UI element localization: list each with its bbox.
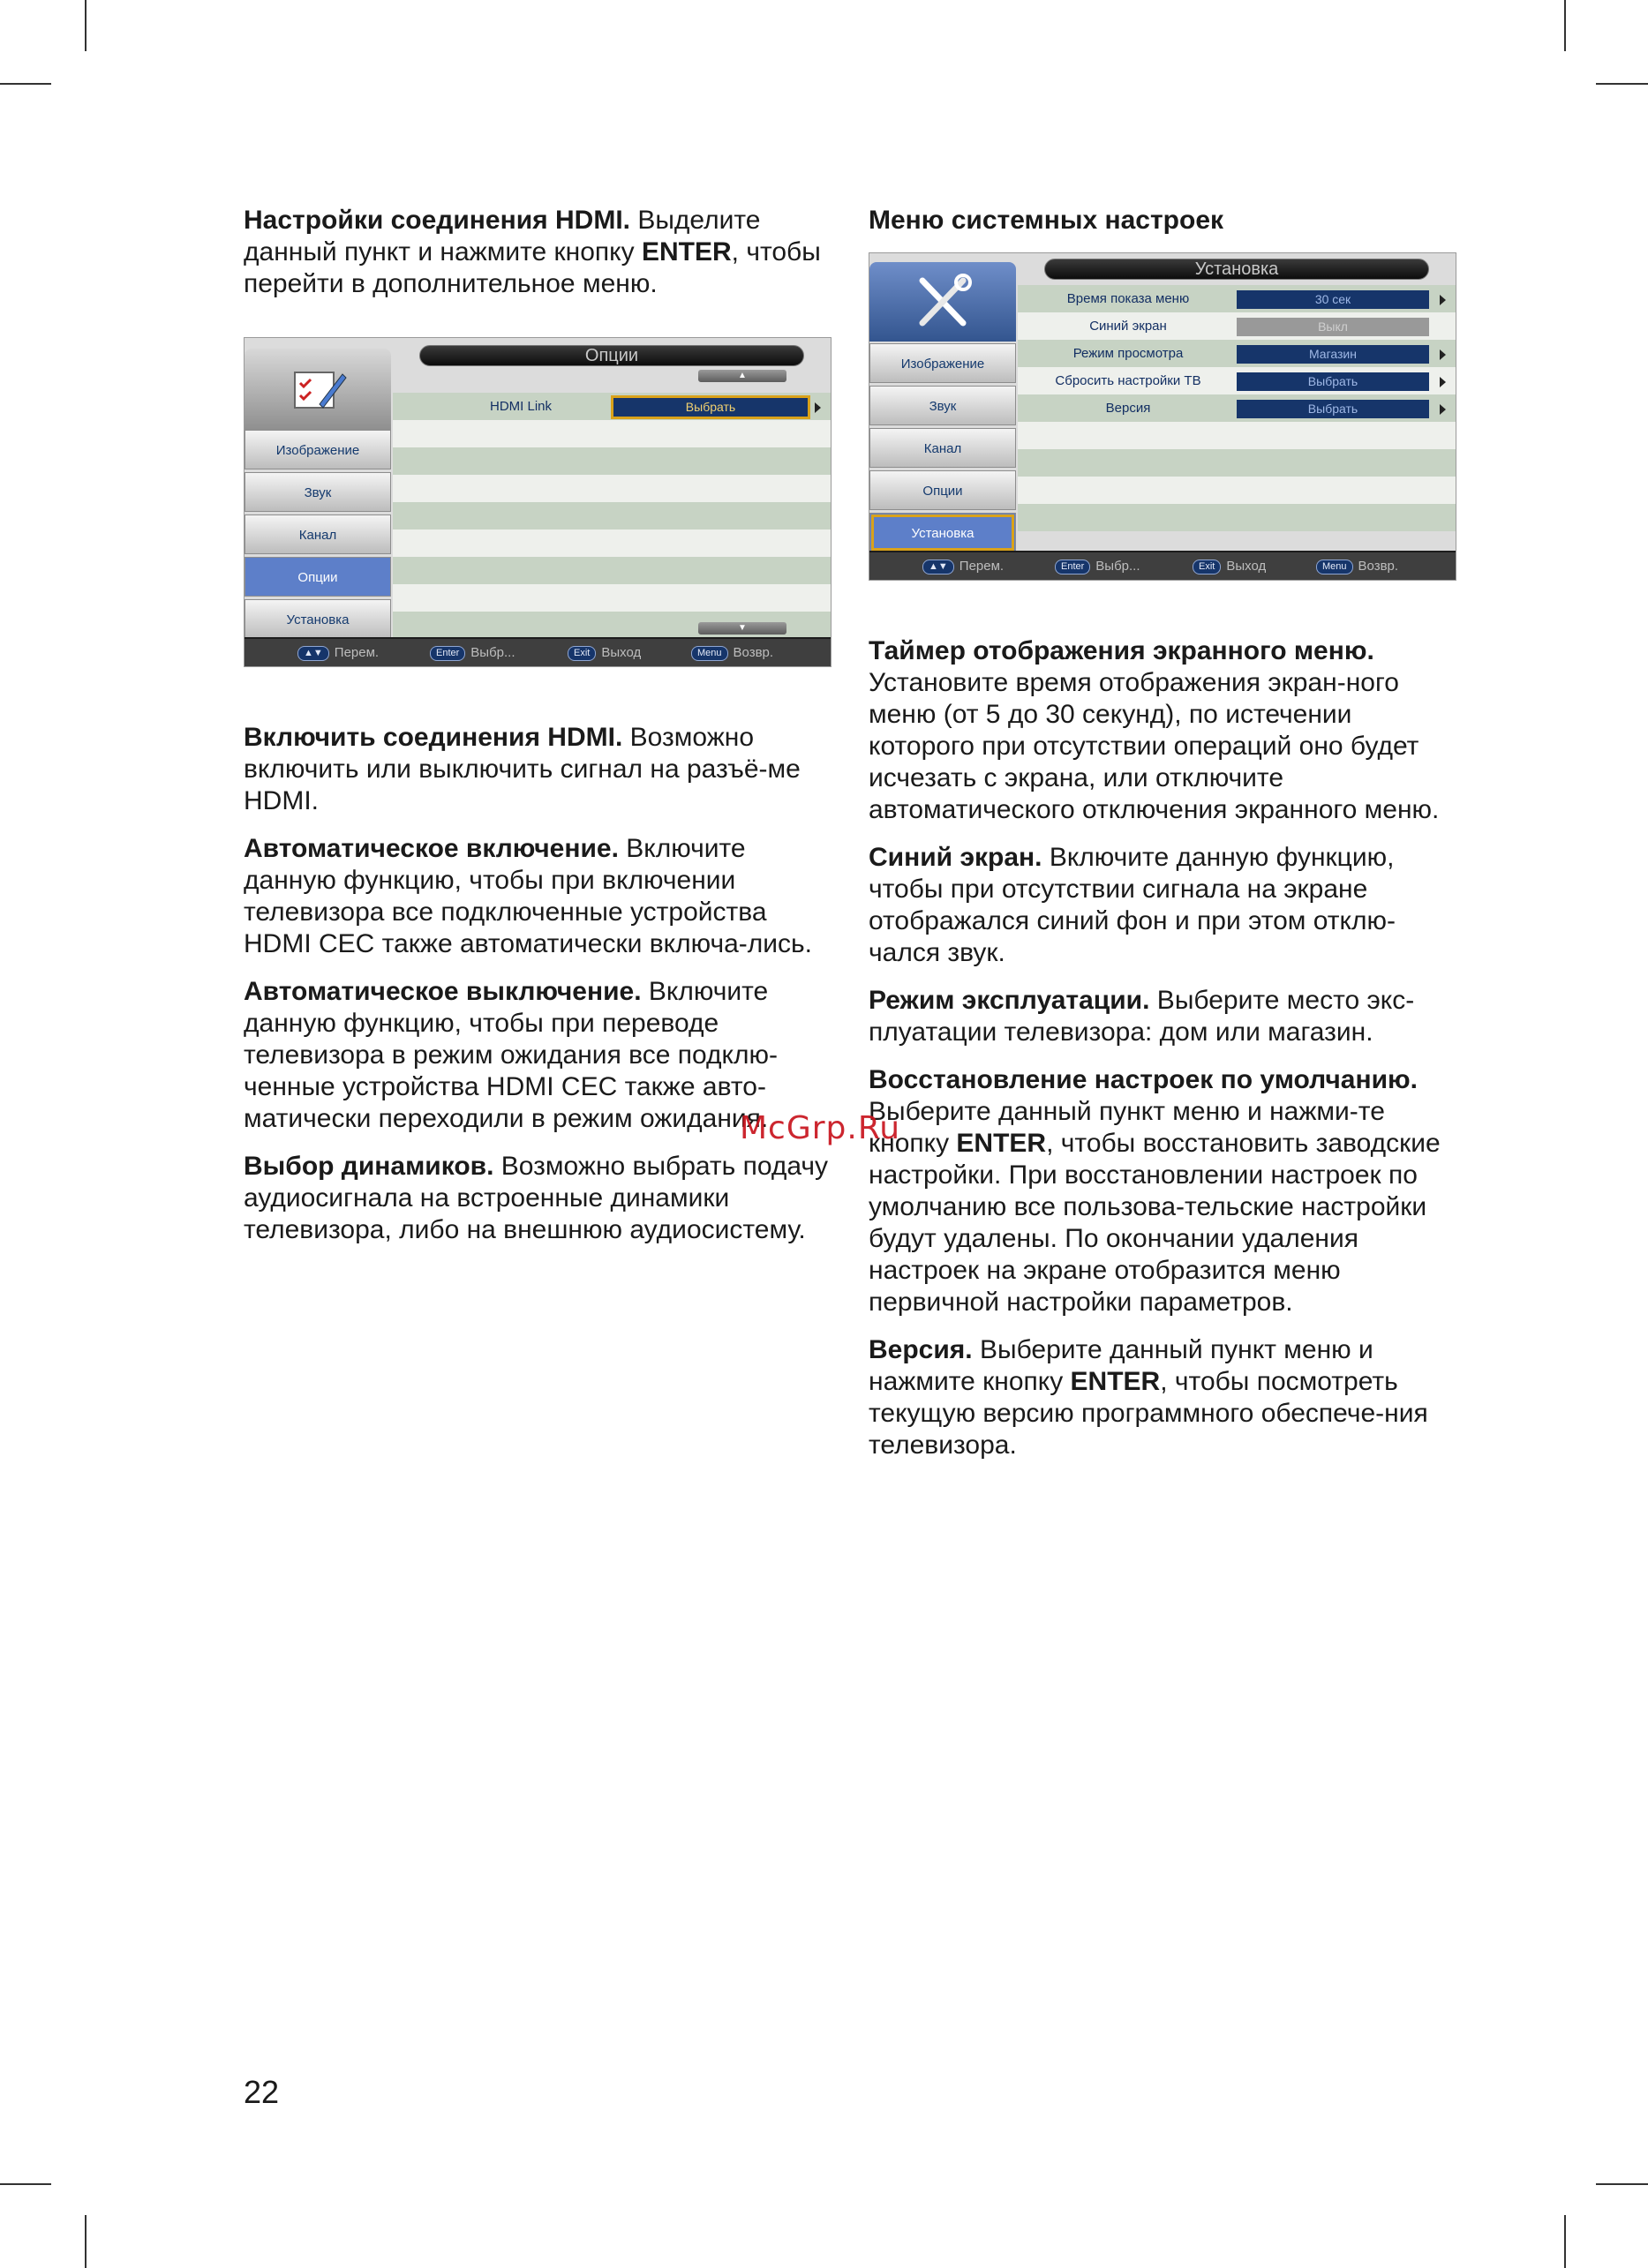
paragraph-operation-mode: Режим эксплуатации. Выберите место экс-плуатации телевизора: дом или магазин. — [869, 986, 1415, 1047]
paragraph-version: Версия. Выберите данный пункт меню и нажмите кнопку ENTER, чтобы посмотреть текущую версию программного обеспече-ния телевизора. — [869, 1335, 1428, 1460]
crop-mark — [0, 83, 51, 85]
sidebar-item-image[interactable]: Изображение — [245, 430, 391, 469]
row-value[interactable]: Выбрать — [1237, 400, 1429, 418]
row-label: Время показа меню — [1066, 291, 1190, 306]
arrow-right-icon — [1440, 377, 1446, 387]
footer-hint-back: Menu Возвр. — [691, 644, 773, 661]
paragraph-blue-screen: Синий экран. Включите данную функцию, чтобы при отсутствии сигнала на экране отображался синий фон и при этом отклю-чался звук. — [869, 843, 1396, 967]
checklist-icon — [245, 349, 391, 430]
footer-hint-move: ▲▼ Перем. — [922, 558, 1004, 575]
crop-mark — [0, 2183, 51, 2185]
sidebar-item-sound[interactable]: Звук — [869, 386, 1016, 425]
sidebar-item-options[interactable]: Опции — [869, 470, 1016, 510]
crop-mark — [1596, 2183, 1648, 2185]
osd-title: Опции — [419, 345, 804, 366]
osd-title: Установка — [1044, 259, 1429, 280]
arrow-right-icon — [815, 402, 821, 413]
watermark: McGrp.Ru — [740, 1110, 901, 1146]
footer-hint-exit: Exit Выход — [1193, 558, 1266, 575]
osd-footer — [245, 637, 831, 666]
arrow-right-icon — [1440, 295, 1446, 305]
footer-hint-back: Menu Возвр. — [1316, 558, 1398, 575]
scroll-up-button[interactable]: ▲ — [698, 370, 786, 382]
sidebar-item-image[interactable]: Изображение — [869, 343, 1016, 383]
sidebar-item-setup[interactable]: Установка — [869, 513, 1016, 552]
sidebar-item-channel[interactable]: Канал — [245, 514, 391, 554]
osd-footer — [869, 551, 1456, 580]
footer-hint-exit: Exit Выход — [568, 644, 641, 661]
row-value[interactable]: Выкл — [1237, 318, 1429, 336]
arrow-right-icon — [1440, 349, 1446, 360]
osd-sidebar — [869, 343, 1016, 555]
osd-rows — [393, 393, 831, 639]
footer-hint-select: Enter Выбр... — [430, 644, 515, 661]
left-column — [244, 205, 833, 1262]
right-column — [869, 205, 1458, 1477]
arrow-right-icon — [1440, 404, 1446, 415]
crop-mark — [85, 2215, 87, 2268]
setting-row-menu-time[interactable] — [1018, 285, 1456, 312]
paragraph-enable-hdmi: Включить соединения HDMI. Возможно включить или выключить сигнал на разъё-ме HDMI. — [244, 723, 801, 815]
paragraph-speakers: Выбор динамиков. Возможно выбрать подачу аудиосигнала на встроенные динамики телевизора, либо на внешнюю аудиосистему. — [244, 1152, 829, 1244]
setting-row-blue-screen[interactable] — [1018, 312, 1456, 340]
tools-icon — [869, 262, 1016, 342]
crop-mark — [1564, 0, 1566, 51]
footer-hint-select: Enter Выбр... — [1055, 558, 1140, 575]
row-label: HDMI Link — [489, 399, 552, 414]
setting-row-version[interactable] — [1018, 394, 1456, 422]
sidebar-item-options[interactable]: Опции — [245, 557, 391, 597]
section-heading: Меню системных настроек — [869, 206, 1224, 235]
osd-rows — [1018, 285, 1456, 531]
osd-sidebar — [245, 430, 391, 642]
crop-mark — [1564, 2215, 1566, 2268]
setting-row-view-mode[interactable] — [1018, 340, 1456, 367]
sidebar-item-sound[interactable]: Звук — [245, 472, 391, 512]
sidebar-item-channel[interactable]: Канал — [869, 428, 1016, 468]
intro-paragraph: Настройки соединения HDMI. Выделите данный пункт и нажмите кнопку ENTER, чтобы перейти в дополнительное меню. — [244, 206, 821, 298]
paragraph-factory-reset: Восстановление настроек по умолчанию. Выберите данный пункт меню и нажми-те кнопку ENTER, чтобы восстановить заводские настройки. При восстановлении настроек по умолчанию все пользова-тельские настройки будут удалены. По окончании удаления настроек на экране отобразится меню первичной настройки параметров. — [869, 1065, 1441, 1317]
row-label: Сбросить настройки ТВ — [1055, 373, 1201, 388]
row-value[interactable]: 30 сек — [1237, 290, 1429, 309]
sidebar-item-setup[interactable]: Установка — [245, 599, 391, 639]
options-menu-screenshot — [244, 337, 832, 667]
paragraph-auto-on: Автоматическое включение. Включите данную функцию, чтобы при включении телевизора все подключенные устройства HDMI CEC также автоматически включа-лись. — [244, 834, 812, 958]
setting-row-hdmi-link[interactable] — [393, 393, 831, 420]
row-label: Версия — [1105, 401, 1151, 416]
row-value[interactable]: Магазин — [1237, 345, 1429, 364]
crop-mark — [1596, 83, 1648, 85]
row-value[interactable]: Выбрать — [1237, 372, 1429, 391]
setup-menu-screenshot — [869, 252, 1456, 581]
row-value[interactable]: Выбрать — [613, 398, 808, 417]
crop-mark — [85, 0, 87, 51]
setting-row-reset-tv[interactable] — [1018, 367, 1456, 394]
page-number: 22 — [244, 2074, 280, 2110]
row-label: Синий экран — [1089, 319, 1167, 334]
footer-hint-move: ▲▼ Перем. — [297, 644, 379, 661]
scroll-down-button[interactable]: ▼ — [698, 622, 786, 635]
row-label: Режим просмотра — [1072, 346, 1184, 361]
paragraph-auto-off: Автоматическое выключение. Включите данную функцию, чтобы при переводе телевизора в режим ожидания все подклю-ченные устройства HDMI CEC также авто-матически переходили в режим ожидания. — [244, 977, 778, 1133]
paragraph-menu-timer: Таймер отображения экранного меню. Установите время отображения экран-ного меню (от 5 до 30 секунд), по истечении которого при отсутствии операций оно будет исчезать с экрана, или отключите автоматического отключения экранного меню. — [869, 636, 1440, 824]
